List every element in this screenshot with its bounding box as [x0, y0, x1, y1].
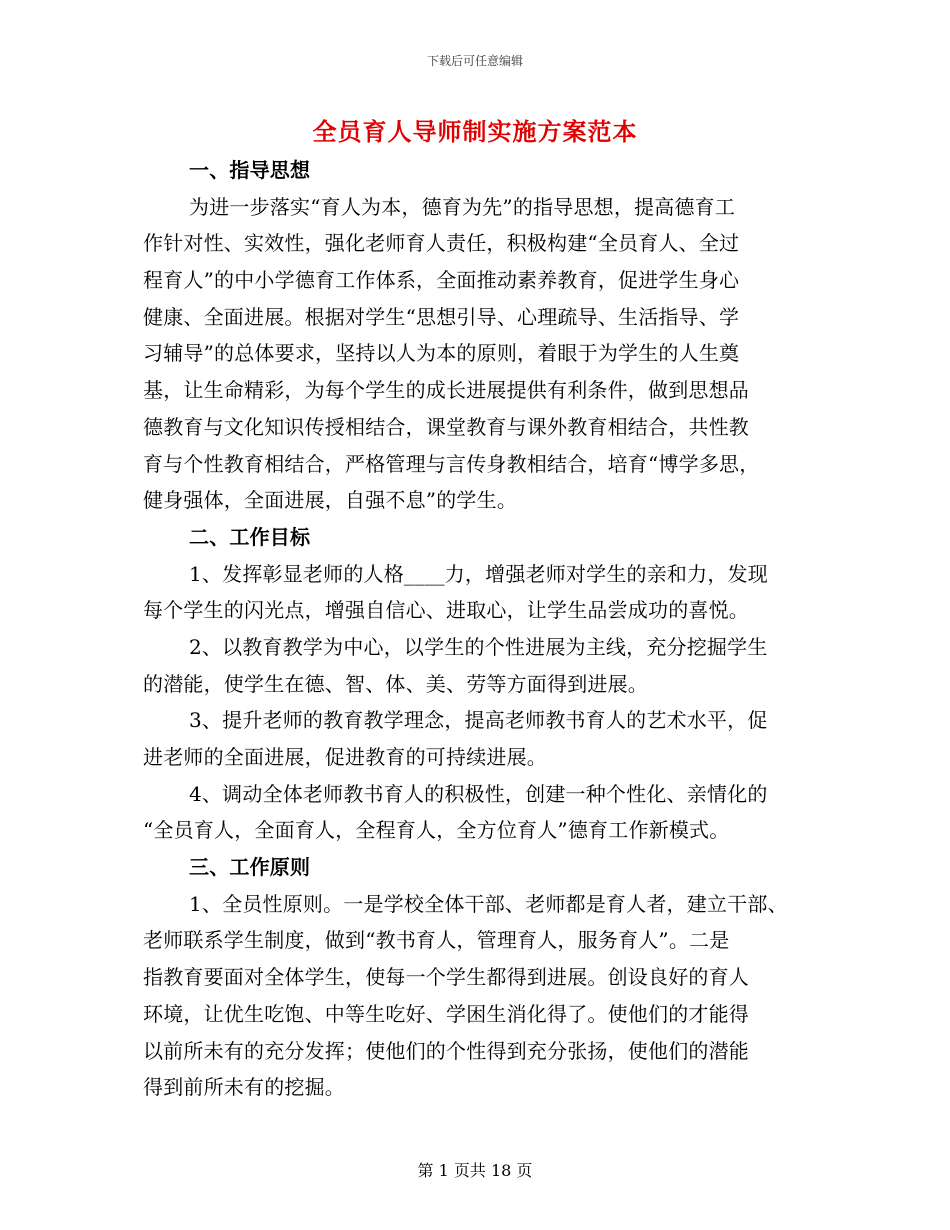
text-line: 程育人”的中小学德育工作体系，全面推动素养教育，促进学生身心 — [143, 268, 740, 293]
text-line: 老师联系学生制度，做到“教书育人，管理育人，服务育人”。二是 — [143, 928, 730, 953]
section-heading: 二、工作目标 — [189, 524, 311, 549]
text-line: 为进一步落实“育人为本，德育为先”的指导思想，提高德育工 — [189, 194, 736, 219]
text-line: 环境，让优生吃饱、中等生吃好、学困生消化得了。使他们的才能得 — [143, 1001, 749, 1026]
text-line: 作针对性、实效性，强化老师育人责任，积极构建“全员育人、全过 — [143, 231, 740, 256]
text-line: 基，让生命精彩，为每个学生的成长进展提供有利条件，做到思想品 — [143, 378, 749, 403]
text-line: 德教育与文化知识传授相结合，课堂教育与课外教育相结合，共性教 — [143, 414, 749, 439]
text-line: 1、发挥彰显老师的人格____力，增强老师对学生的亲和力，发现 — [189, 561, 768, 586]
text-line: 得到前所未有的挖掘。 — [143, 1075, 345, 1100]
document-body — [143, 152, 813, 1106]
page-number: 第 1 页共 18 页 — [417, 1161, 533, 1180]
text-line: 进老师的全面进展，促进教育的可持续进展。 — [143, 745, 547, 769]
text-line: 每个学生的闪光点，增强自信心、进取心，让学生品尝成功的喜悦。 — [143, 598, 749, 623]
text-line: 4、调动全体老师教书育人的积极性，创建一种个性化、亲情化的 — [189, 781, 768, 806]
text-line: 以前所未有的充分发挥；使他们的个性得到充分张扬，使他们的潜能 — [143, 1038, 749, 1063]
text-line: 健身强体，全面进展，自强不息”的学生。 — [143, 488, 518, 513]
section-heading: 一、指导思想 — [189, 158, 311, 182]
text-line: 3、提升老师的教育教学理念，提高老师教书育人的艺术水平，促 — [189, 708, 768, 733]
text-line: 1、全员性原则。一是学校全体干部、老师都是育人者，建立干部、 — [189, 891, 788, 916]
text-line: “全员育人，全面育人，全程育人，全方位育人”德育工作新模式。 — [143, 818, 730, 843]
text-line: 习辅导”的总体要求，坚持以人为本的原则，着眼于为学生的人生奠 — [143, 341, 740, 366]
header-note: 下载后可任意编辑 — [426, 54, 523, 68]
text-line: 2、以教育教学为中心，以学生的个性进展为主线，充分挖掘学生 — [189, 634, 768, 659]
text-line: 育与个性教育相结合，严格管理与言传身教相结合，培育“博学多思， — [143, 451, 760, 476]
text-line: 健康、全面进展。根据对学生“思想引导、心理疏导、生活指导、学 — [143, 304, 740, 329]
section-heading: 三、工作原则 — [189, 855, 311, 880]
text-line: 的潜能，使学生在德、智、体、美、劳等方面得到进展。 — [143, 671, 648, 696]
text-line: 指教育要面对全体学生，使每一个学生都得到进展。创设良好的育人 — [143, 965, 749, 990]
document-title: 全员育人导师制实施方案范本 — [312, 117, 638, 146]
